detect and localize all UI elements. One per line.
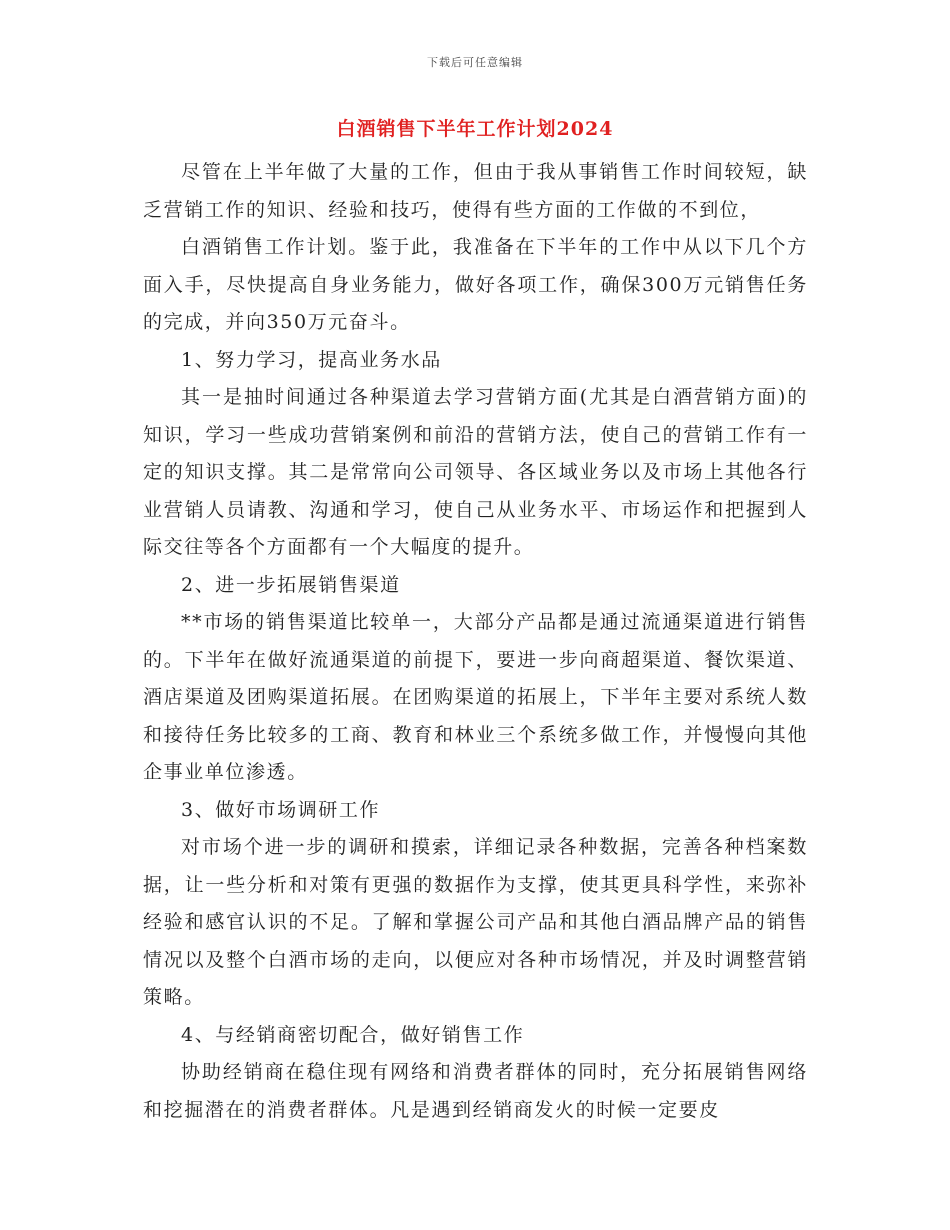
section-heading: 4、与经销商密切配合，做好销售工作 bbox=[181, 1023, 525, 1046]
paragraph: 尽管在上半年做了大量的工作，但由于我从事销售工作时间较短，缺乏营销工作的知识、经验和技巧，使得有些方面的工作做的不到位， bbox=[143, 161, 808, 221]
paragraph: 协助经销商在稳住现有网络和消费者群体的同时，充分拓展销售网络和挖掘潜在的消费者群体。凡是遇到经销商发火的时候一定要皮 bbox=[143, 1061, 808, 1121]
paragraph: **市场的销售渠道比较单一，大部分产品都是通过流通渠道进行销售的。下半年在做好流通渠道的前提下，要进一步向商超渠道、餐饮渠道、酒店渠道及团购渠道拓展。在团购渠道的拓展上，下半年主要对系统人数和接待任务比较多的工商、教育和林业三个系统多做工作，并慢慢向其他企事业单位渗透。 bbox=[143, 611, 808, 783]
document-body bbox=[143, 154, 808, 1129]
document-title: 白酒销售下半年工作计划2024 bbox=[336, 118, 614, 140]
header-note: 下载后可任意编辑 bbox=[427, 56, 523, 69]
paragraph: 其一是抽时间通过各种渠道去学习营销方面(尤其是白酒营销方面)的知识，学习一些成功营销案例和前沿的营销方法，使自己的营销工作有一定的知识支撑。其二是常常向公司领导、各区域业务以及市场上其他各行业营销人员请教、沟通和学习，使自己从业务水平、市场运作和把握到人际交往等各个方面都有一个大幅度的提升。 bbox=[143, 386, 808, 558]
section-heading: 2、进一步拓展销售渠道 bbox=[181, 573, 401, 596]
paragraph: 白酒销售工作计划。鉴于此，我准备在下半年的工作中从以下几个方面入手，尽快提高自身业务能力，做好各项工作，确保300万元销售任务的完成，并向350万元奋斗。 bbox=[143, 236, 808, 333]
paragraph: 对市场个进一步的调研和摸索，详细记录各种数据，完善各种档案数据，让一些分析和对策有更强的数据作为支撑，使其更具科学性，来弥补经验和感官认识的不足。了解和掌握公司产品和其他白酒品牌产品的销售情况以及整个白酒市场的走向，以便应对各种市场情况，并及时调整营销策略。 bbox=[143, 836, 808, 1008]
section-heading: 3、做好市场调研工作 bbox=[181, 798, 381, 821]
section-heading: 1、努力学习，提高业务水品 bbox=[181, 348, 442, 371]
